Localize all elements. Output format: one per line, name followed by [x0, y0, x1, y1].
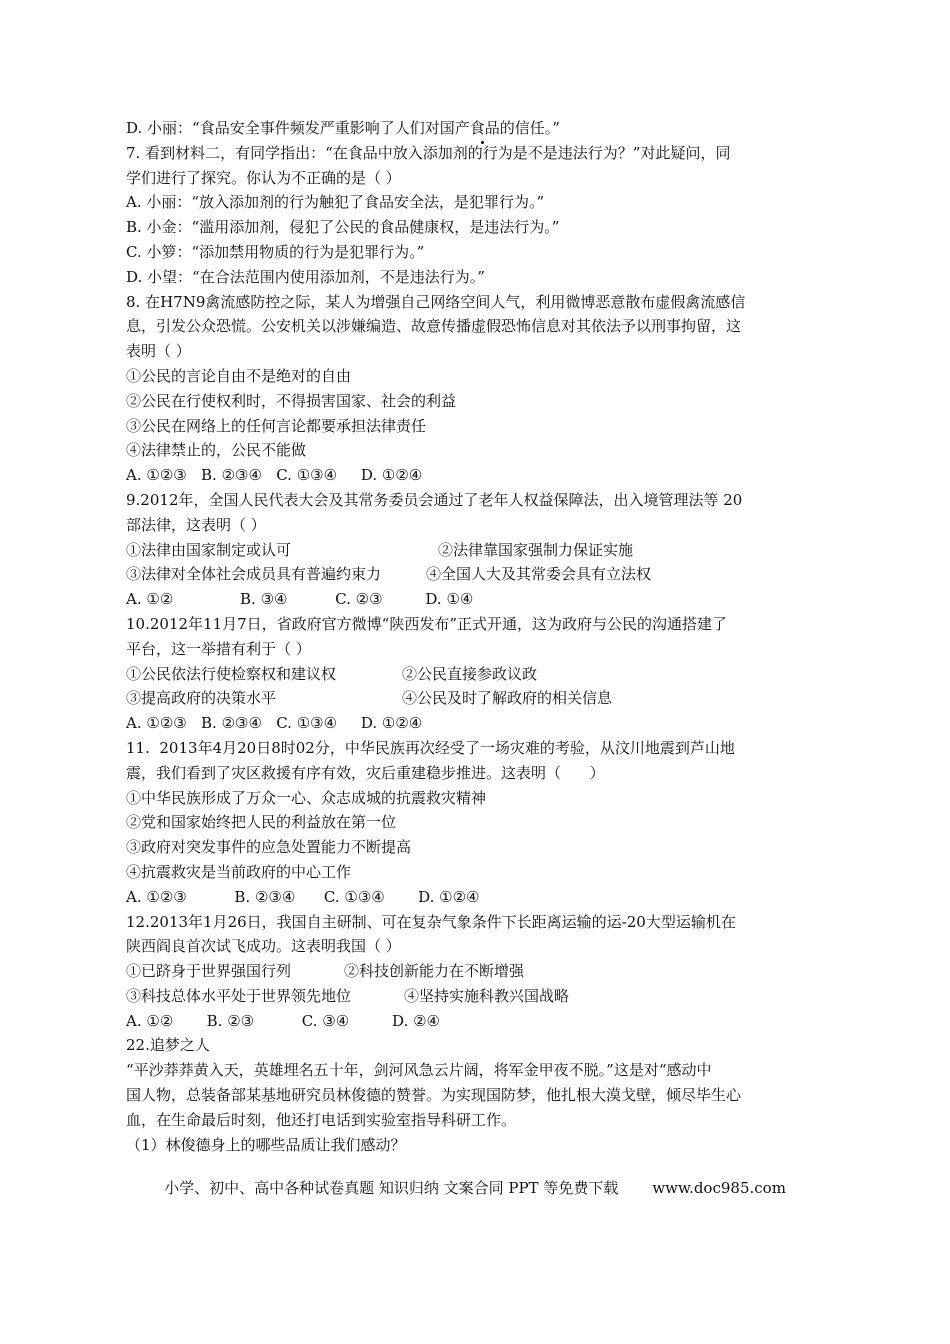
sub-question: （1）林俊德身上的哪些品质让我们感动？	[126, 1135, 406, 1154]
statement-line: ②公民在行使权利时，不得损害国家、社会的利益	[126, 391, 457, 410]
answer-options: A. ①②③ B. ②③④ C. ①③④ D. ①②④	[126, 887, 480, 906]
answer-options: A. ①②③ B. ②③④ C. ①③④ D. ①②④	[126, 466, 423, 485]
footer-url: www.doc985.com	[652, 1179, 786, 1197]
question-8-line: 8. 在H7N9禽流感防控之际，某人为增强自己网络空间人气，利用微博恶意散布虚假禽流感信	[126, 292, 746, 311]
page-footer	[0, 1177, 950, 1198]
text-span: 对此疑问，同	[640, 143, 731, 162]
answer-options: A. ①② B. ②③ C. ③④ D. ②④	[126, 1011, 440, 1030]
statement: ③法律对全体社会成员具有普遍约束力	[126, 565, 382, 584]
statement-line: ②党和国家始终把人民的利益放在第一位	[126, 813, 397, 832]
text-line: 部法律，这表明（ ）	[126, 515, 266, 534]
question-7-line	[126, 141, 826, 166]
footer-text: 小学、初中、高中各种试卷真题 知识归纳 文案合同 PPT 等免费下载	[164, 1179, 619, 1197]
statement: ①法律由国家制定或认可	[126, 540, 292, 559]
statement-row	[126, 538, 826, 563]
statement: ②公民直接参政议政	[402, 664, 538, 683]
statement: ②法律靠国家强制力保证实施	[438, 540, 634, 559]
text-line: 陕西阎良首次试飞成功。这表明我国（ ）	[126, 937, 401, 956]
text-line: 学们进行了探究。你认为不正确的是（ ）	[126, 168, 401, 187]
statement: ④全国人大及其常委会具有立法权	[426, 565, 652, 584]
statement-row	[126, 959, 826, 984]
answer-options: A. ①② B. ③④ C. ②③ D. ①④	[126, 590, 474, 609]
statement: ①公民依法行使检察权和建议权	[126, 664, 337, 683]
statement-line: ④法律禁止的，公民不能做	[126, 441, 307, 460]
statement-row	[126, 984, 826, 1009]
text-span: 7. 看到材料二，有同学指出：	[126, 143, 326, 162]
question-9-line: 9.2012年，全国人民代表大会及其常务委员会通过了老年人权益保障法，出入境管理法等 20	[126, 490, 743, 509]
statement: ②科技创新能力在不断增强	[344, 962, 525, 981]
document-body	[126, 116, 826, 1157]
text-line: 表明（ ）	[126, 342, 191, 361]
text-line: 震，我们看到了灾区救援有序有效，灾后重建稳步推进。这表明（ ）	[126, 763, 605, 782]
statement: ③提高政府的决策水平	[126, 689, 277, 708]
statement: ①已跻身于世界强国行列	[126, 962, 292, 981]
statement: ③科技总体水平处于世界领先地位	[126, 986, 352, 1005]
question-12-line: 12.2013年1月26日，我国自主研制、可在复杂气象条件下长距离运输的运-20大型运输机在	[126, 912, 736, 931]
question-22-title: 22.追梦之人	[126, 1036, 210, 1055]
text-line: 血，在生命最后时刻，他还打电话到实验室指导科研工作。	[126, 1110, 517, 1129]
statement: ④公民及时了解政府的相关信息	[402, 689, 613, 708]
statement-line: ③政府对突发事件的应急处置能力不断提高	[126, 838, 412, 857]
statement-row	[126, 686, 826, 711]
text-line: “平沙莽莽黄入天，英雄埋名五十年，剑河风急云片阔，将军金甲夜不脱。”这是对“感动中	[126, 1061, 712, 1080]
text-line: 国人物，总装备部某基地研究员林俊德的赞誉。为实现国防梦，他扎根大漠戈壁，倾尽毕生心	[126, 1086, 742, 1105]
question-10-line: 10.2012年11月7日，省政府官方微博“陕西发布”正式开通，这为政府与公民的沟通搭建了	[126, 614, 727, 633]
statement-row	[126, 662, 826, 687]
option-line: C. 小箩：“添加禁用物质的行为是犯罪行为。”	[126, 242, 425, 261]
statement-row	[126, 562, 826, 587]
statement-line: ①中华民族形成了万众一心、众志成城的抗震救灾精神	[126, 788, 487, 807]
option-line: D. 小望：“在合法范围内使用添加剂，不是违法行为。”	[126, 267, 485, 286]
statement: ④坚持实施科教兴国战略	[404, 986, 570, 1005]
option-line: B. 小金：“滥用添加剂，侵犯了公民的食品健康权，是违法行为。”	[126, 218, 560, 237]
statement-line: ④抗震救灾是当前政府的中心工作	[126, 862, 352, 881]
answer-options: A. ①②③ B. ②③④ C. ①③④ D. ①②④	[126, 714, 423, 733]
statement-line: ①公民的言论自由不是绝对的自由	[126, 366, 352, 385]
question-11-line: 11. 2013年4月20日8时02分，中华民族再次经受了一场灾难的考验，从汶川地震到芦山地	[126, 738, 735, 757]
emphasized-text: “在食品中放入添加剂的行为是不是违法行为？”	[325, 143, 641, 162]
statement-line: ③公民在网络上的任何言论都要承担法律责任	[126, 416, 427, 435]
text-line: D. 小丽：“食品安全事件频发严重影响了人们对国产食品的信任。”	[126, 119, 560, 137]
text-line: 息，引发公众恐慌。公安机关以涉嫌编造、故意传播虚假恐怖信息对其依法予以刑事拘留，这	[126, 317, 742, 336]
text-line: 平台，这一举措有利于（ ）	[126, 639, 311, 658]
option-line: A. 小丽：“放入添加剂的行为触犯了食品安全法，是犯罪行为。”	[126, 193, 545, 212]
